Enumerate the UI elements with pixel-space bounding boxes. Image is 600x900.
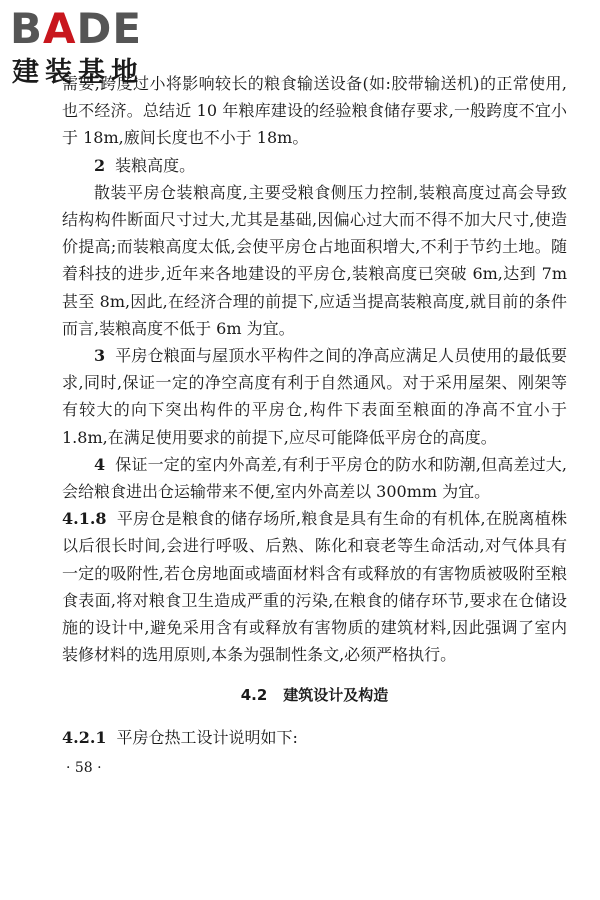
paragraph-text: 平房仓热工设计说明如下: — [116, 727, 298, 747]
paragraph-text: 装粮高度。 — [115, 155, 196, 175]
paragraph-item-4 — [62, 451, 567, 505]
section-heading — [62, 682, 567, 709]
item-number: 4 — [94, 454, 106, 474]
section-number: 4.2 — [240, 686, 268, 705]
paragraph-text: 平房仓是粮食的储存场所,粮食是具有生命的有机体,在脱离植株以后很长时间,会进行呼吸、后熟、陈化和衰老等生命活动,对气体具有一定的吸附性,若仓房地面或墙面材料含有或释放的有害物质被吸附至粮食表面,将对粮食卫生造成严重的污染,在粮食的储存环节,要求在仓储设施的设计中,避免采用含有或释放有害物质的建筑材料,因此强调了室内装修材料的选用原则,本条为强制性条文,必须严格执行。 — [62, 509, 567, 665]
item-number: 3 — [94, 346, 106, 366]
item-number: 2 — [94, 155, 106, 175]
logo-letter-b: B — [10, 4, 44, 53]
document-page — [62, 70, 567, 782]
bade-logo — [10, 6, 180, 92]
logo-letters-de: DE — [76, 4, 143, 53]
paragraph-item-2 — [62, 152, 567, 179]
logo-latin-text — [10, 6, 142, 52]
clause-number: 4.1.8 — [62, 509, 107, 529]
section-title-text: 建筑设计及构造 — [283, 686, 389, 705]
logo-chinese-text: 建装基地 — [12, 57, 144, 88]
clause-4-2-1 — [62, 724, 567, 751]
paragraph-storage-height — [62, 179, 567, 342]
paragraph-text: 保证一定的室内外高差,有利于平房仓的防水和防潮,但高差过大,会给粮食进出仓运输带来不便,室内外高差以 300mm 为宜。 — [62, 454, 567, 502]
paragraph-text: 需要,跨度过小将影响较长的粮食输送设备(如:胶带输送机)的正常使用,也不经济。总结近 10 年粮库建设的经验粮食储存要求,一般跨度不宜小于 18m,廒间长度也不小于 18m。 — [62, 74, 567, 148]
clause-4-1-8 — [62, 505, 567, 668]
page-number: · 58 · — [66, 759, 102, 776]
logo-letter-a: A — [43, 4, 77, 53]
paragraph-item-3 — [62, 342, 567, 451]
paragraph-text: 平房仓粮面与屋顶水平构件之间的净高应满足人员使用的最低要求,同时,保证一定的净空高度有利于自然通风。对于采用屋架、刚架等有较大的向下突出构件的平房仓,构件下表面至粮面的净高不宜小于 1.8m,在满足使用要求的前提下,应尽可能降低平房仓的高度。 — [62, 346, 567, 447]
clause-number: 4.2.1 — [62, 727, 107, 747]
paragraph-text: 散装平房仓装粮高度,主要受粮食侧压力控制,装粮高度过高会导致结构构件断面尺寸过大,尤其是基础,因偏心过大而不得不加大尺寸,使造价提高;而装粮高度太低,会使平房仓占地面积增大,不利于节约土地。随着科技的进步,近年来各地建设的平房仓,装粮高度已突破 6m,达到 7m 甚至 8m,因此,在经济合理的前提下,应适当提高装粮高度,就目前的条件而言,装粮高度不低于 6m 为宜。 — [62, 182, 567, 338]
